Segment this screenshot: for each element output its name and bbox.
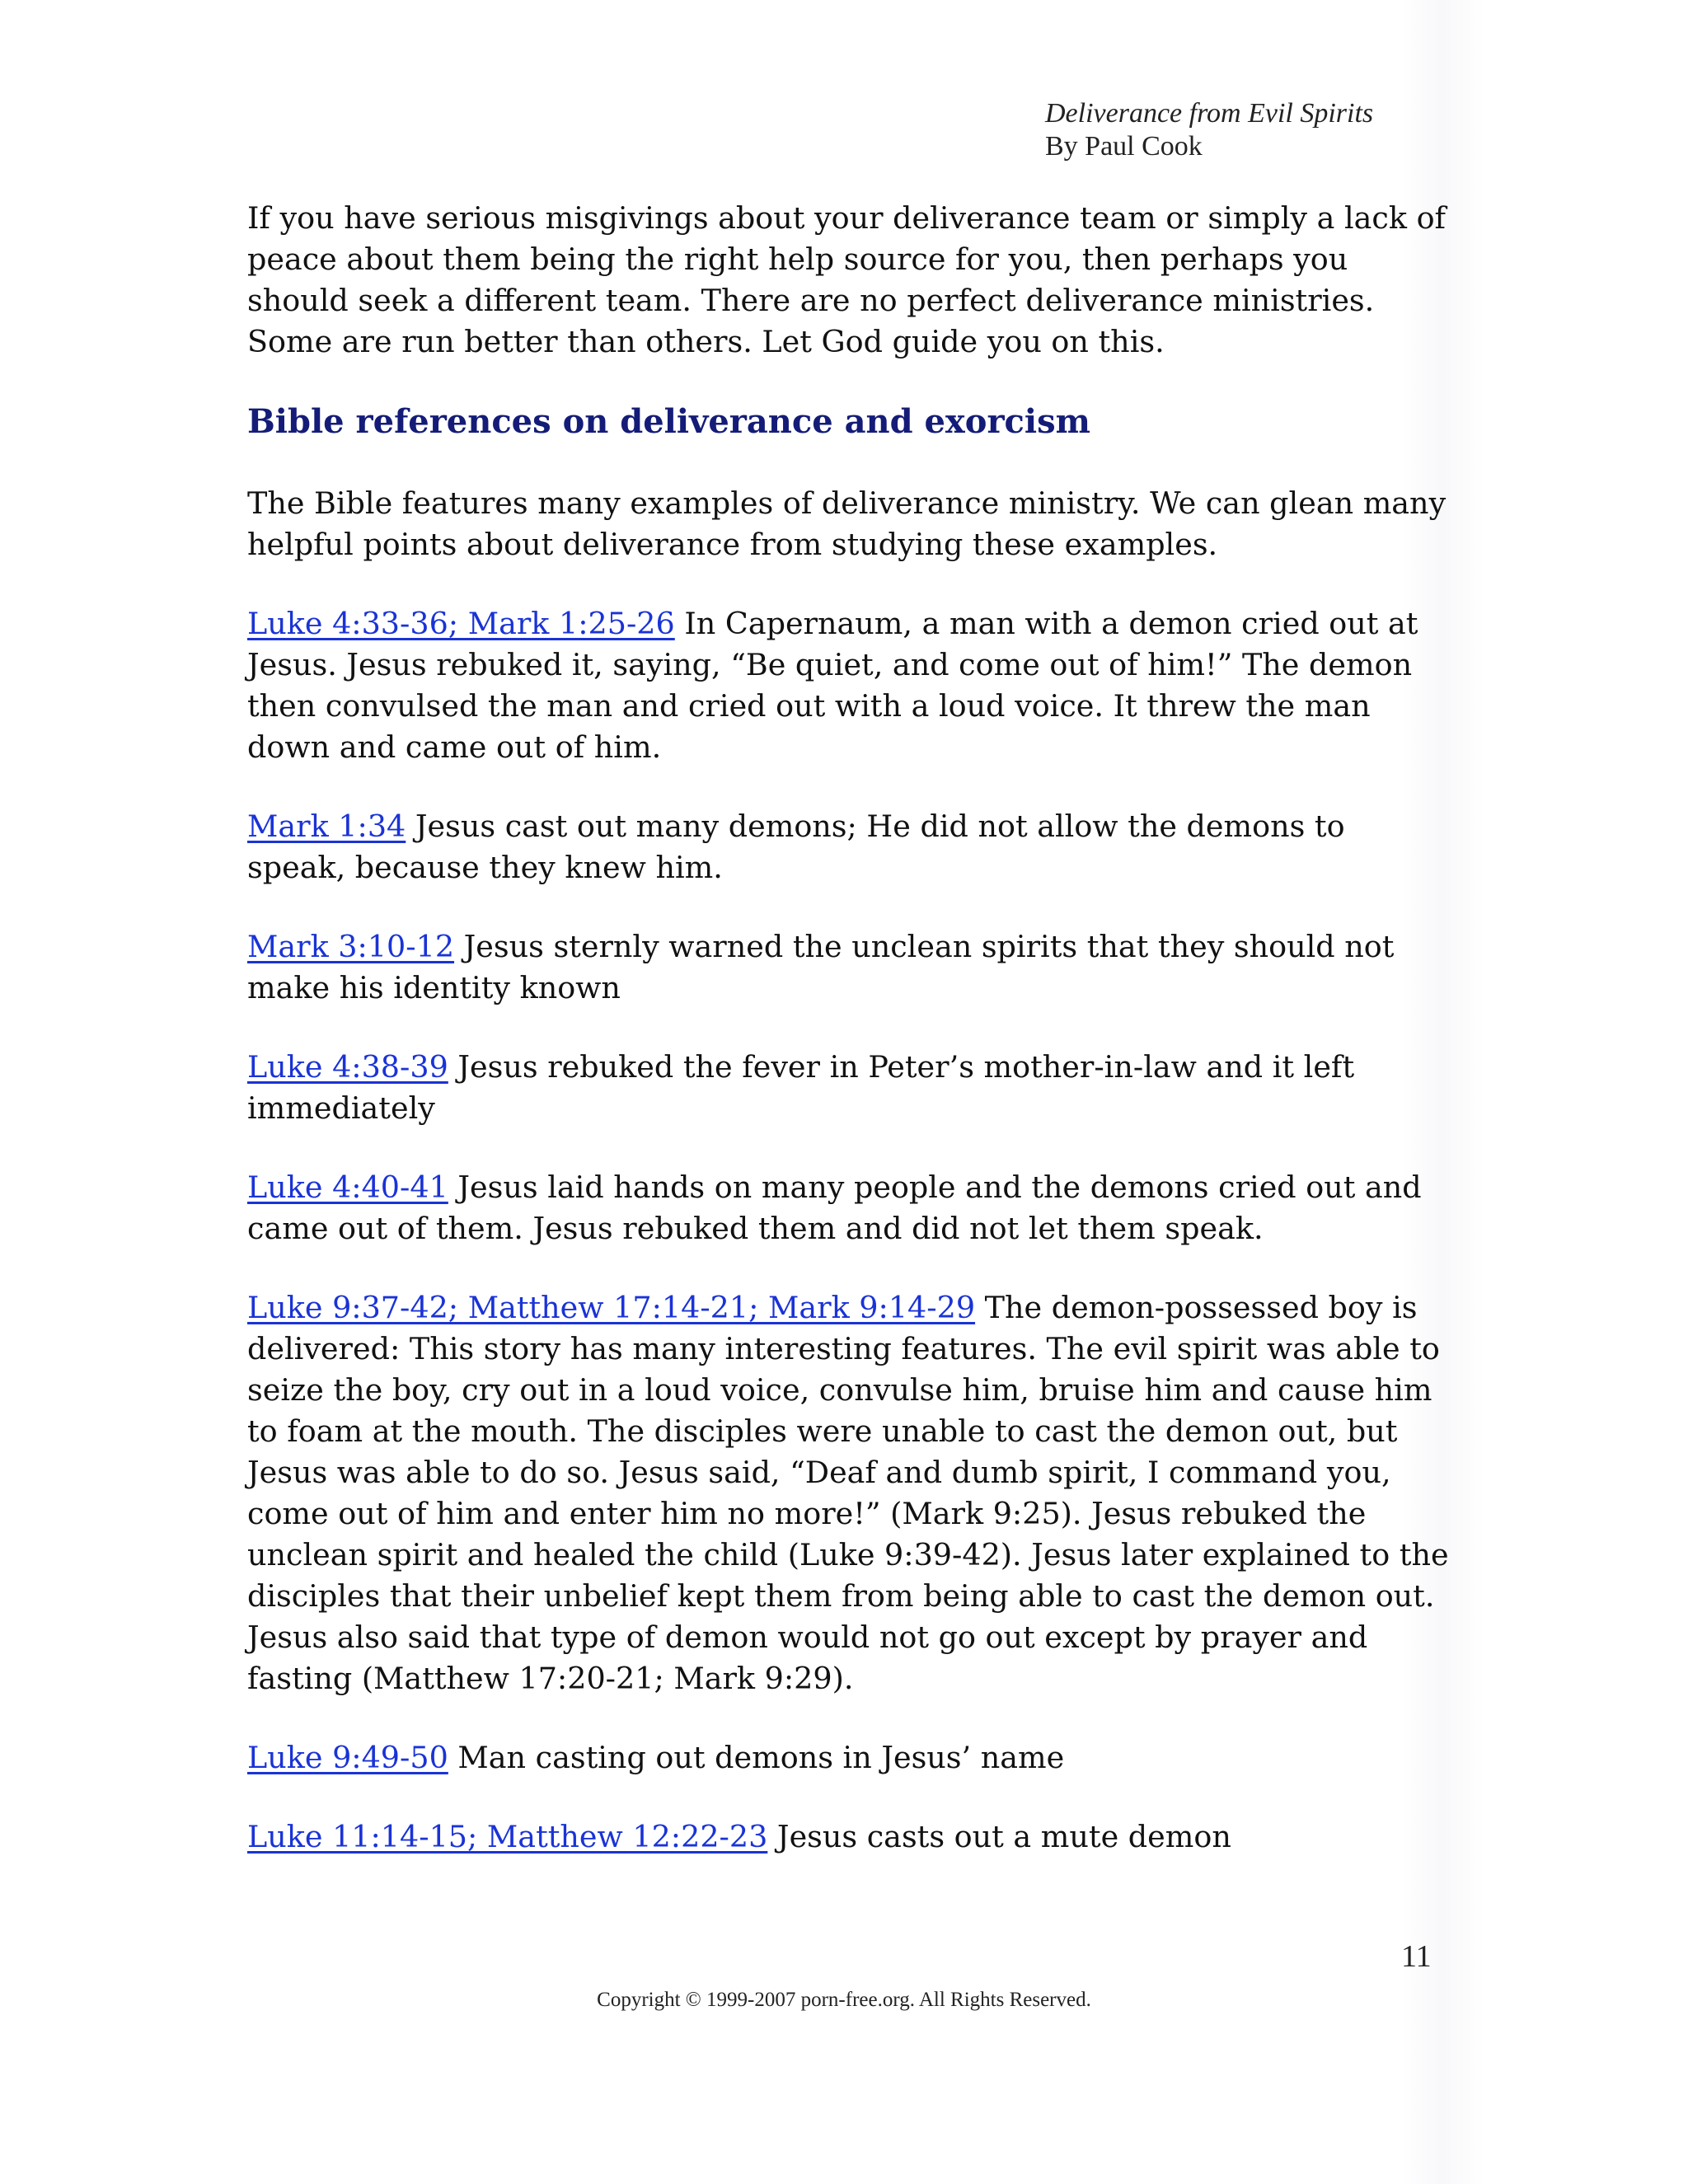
header-title: Deliverance from Evil Spirits [1045, 98, 1374, 129]
reference-item [247, 806, 1451, 888]
reference-text: The demon-possessed boy is delivered: This story has many interesting features. The evil spirit was able to seize the boy, cry out in a loud voice, convulse him, bruise him and cause him to foam at the mouth. The disciples were unable to cast the demon out, but Jesus was able to do so. Jesus said, “Deaf and dumb spirit, I command you, come out of him and enter him no more!” (Mark 9:25). Jesus rebuked the unclean spirit and healed the child (Luke 9:39-42). Jesus later explained to the disciples that their unbelief kept them from being able to cast the demon out. Jesus also said that type of demon would not go out except by prayer and fasting (Matthew 17:20-21; Mark 9:29). [247, 1290, 1449, 1696]
page-content [247, 198, 1451, 1896]
running-header [1045, 97, 1373, 163]
scripture-link[interactable]: Mark 1:34 [247, 808, 406, 844]
reference-text: Jesus rebuked the fever in Peter’s mother-in-law and it left immediately [247, 1049, 1355, 1126]
section-heading: Bible references on deliverance and exorcism [247, 402, 1090, 441]
reference-text: Jesus cast out many demons; He did not allow the demons to speak, because they knew him. [247, 808, 1345, 885]
scripture-link[interactable]: Mark 3:10-12 [247, 929, 455, 964]
reference-text: In Capernaum, a man with a demon cried out at Jesus. Jesus rebuked it, saying, “Be quiet, and come out of him!” The demon then convulsed the man and cried out with a loud voice. It threw the man down and came out of him. [247, 606, 1418, 765]
copyright-notice: Copyright © 1999-2007 porn-free.org. All Rights Reserved. [597, 1989, 1091, 2011]
scripture-link[interactable]: Luke 4:33-36; Mark 1:25-26 [247, 606, 675, 641]
reference-text: Jesus sternly warned the unclean spirits that they should not make his identity known [247, 929, 1395, 1005]
reference-text: Jesus laid hands on many people and the demons cried out and came out of them. Jesus rebuked them and did not let them speak. [247, 1169, 1422, 1246]
scripture-link[interactable]: Luke 4:40-41 [247, 1169, 448, 1205]
reference-item [247, 926, 1451, 1009]
reference-item [247, 1167, 1451, 1249]
section-intro-paragraph: The Bible features many examples of deliverance ministry. We can glean many helpful points about deliverance from studying these examples. [247, 485, 1447, 562]
reference-item [247, 1816, 1451, 1858]
scripture-link[interactable]: Luke 9:37-42; Matthew 17:14-21; Mark 9:14-29 [247, 1290, 976, 1325]
header-author: By Paul Cook [1045, 131, 1203, 162]
page-number: 11 [1401, 1939, 1432, 1974]
reference-item [247, 603, 1451, 768]
reference-item [247, 1047, 1451, 1129]
intro-paragraph: If you have serious misgivings about your deliverance team or simply a lack of peace about them being the right help source for you, then perhaps you should seek a different team. There are no perfect deliverance ministries. Some are run better than others. Let God guide you on this. [247, 200, 1447, 359]
reference-text: Jesus casts out a mute demon [767, 1819, 1231, 1854]
scripture-link[interactable]: Luke 4:38-39 [247, 1049, 448, 1085]
scripture-link[interactable]: Luke 9:49-50 [247, 1740, 448, 1775]
reference-item [247, 1737, 1451, 1779]
reference-item [247, 1287, 1451, 1699]
scripture-link[interactable]: Luke 11:14-15; Matthew 12:22-23 [247, 1819, 768, 1854]
reference-text: Man casting out demons in Jesus’ name [448, 1740, 1065, 1775]
